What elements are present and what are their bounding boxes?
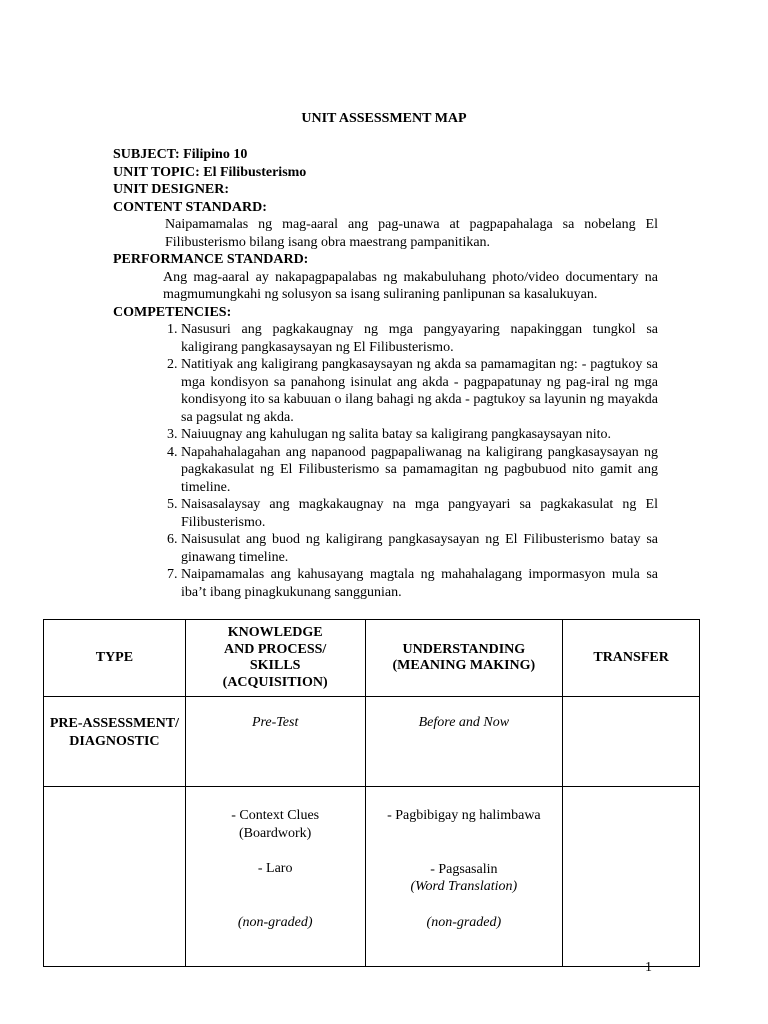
list-item: 1. Nasusuri ang pagkakaugnay ng mga pangyayaring napakinggan tungkol sa kaligirang pangkasaysayan ng El Filibusterismo. bbox=[181, 321, 658, 356]
header-type-label: TYPE bbox=[95, 649, 134, 665]
row-type-line: PRE-ASSESSMENT/ bbox=[49, 716, 179, 731]
table-row bbox=[44, 697, 700, 787]
header-transfer bbox=[563, 620, 700, 697]
page-title: UNIT ASSESSMENT MAP bbox=[301, 111, 467, 126]
content-standard-text: Naipamamalas ng mag-aaral ang pag-unawa at pagpapahalaga sa nobelang El Filibusterismo bilang isang obra maestrang pampanitikan. bbox=[165, 217, 658, 250]
understanding-item-sub: (Word Translation) bbox=[410, 879, 518, 894]
row-type-cell bbox=[44, 787, 186, 967]
knowledge-note: (non-graded) bbox=[237, 914, 313, 930]
list-item: 2. Natitiyak ang kaligirang pangkasaysayan ng akda sa pamamagitan ng: - pagtukoy sa mga kondisyon sa panahong isinulat ang akda - pagpapatunay ng pag-iral ng mga kondisyong ito sa kabuuan o ilang bahagi ng akda - pagtukoy sa layunin ng mayakda sa pagsulat ng akda. bbox=[181, 356, 658, 426]
header-knowledge bbox=[185, 620, 365, 697]
row-understanding-cell bbox=[365, 787, 563, 967]
header-knowledge-line: (ACQUISITION) bbox=[222, 674, 328, 690]
header-knowledge-line: SKILLS bbox=[249, 658, 301, 673]
row-understanding-cell: Before and Now bbox=[365, 697, 563, 787]
row-type-cell bbox=[44, 697, 186, 787]
content-standard-label: CONTENT STANDARD: bbox=[113, 199, 267, 215]
page-number: 1 bbox=[645, 960, 652, 975]
unit-topic-line: UNIT TOPIC: El Filibusterismo bbox=[113, 164, 307, 180]
header-understanding-line: (MEANING MAKING) bbox=[392, 658, 536, 673]
list-item: 5. Naisasalaysay ang magkakaugnay na mga pangyayari sa pagkakasulat ng El Filibusterismo. bbox=[181, 496, 658, 531]
table-header-row bbox=[44, 620, 700, 697]
header-knowledge-line: KNOWLEDGE bbox=[227, 625, 323, 640]
header-knowledge-line: AND PROCESS/ bbox=[224, 641, 327, 657]
list-item: 4. Napahahalagahan ang napanood pagpapaliwanag na kaligirang pangkasaysayan ng pagkakasulat ng El Filibusterismo sa pamamagitan ng pagbubuod nito gamit ang timeline. bbox=[181, 444, 658, 497]
row-knowledge-cell bbox=[185, 787, 365, 967]
knowledge-item: - Context Clues bbox=[231, 808, 320, 823]
unit-details bbox=[113, 146, 658, 601]
understanding-item: - Pagbibigay ng halimbawa bbox=[387, 808, 541, 823]
row-knowledge-cell: Pre-Test bbox=[185, 697, 365, 787]
row-transfer-cell bbox=[563, 697, 700, 787]
performance-standard-label: PERFORMANCE STANDARD: bbox=[113, 252, 309, 267]
understanding-note: (non-graded) bbox=[426, 914, 502, 930]
list-item: 3. Naiuugnay ang kahulugan ng salita batay sa kaligirang pangkasaysayan nito. bbox=[181, 426, 658, 444]
list-item: 7. Naipamamalas ang kahusayang magtala ng mahahalagang impormasyon mula sa iba’t ibang pinagkukunang sanggunian. bbox=[181, 566, 658, 601]
header-understanding-line: UNDERSTANDING bbox=[402, 641, 526, 657]
header-type bbox=[44, 620, 186, 697]
performance-standard-text: Ang mag-aaral ay nakapagpapalabas ng makabuluhang photo/video documentary na magmumungkahi ng solusyon sa isang suliraning panlipunan sa kasalukuyan. bbox=[163, 269, 658, 302]
header-transfer-label: TRANSFER bbox=[593, 649, 669, 665]
knowledge-item-sub: (Boardwork) bbox=[239, 825, 312, 841]
row-type-line: DIAGNOSTIC bbox=[69, 733, 160, 749]
table-row bbox=[44, 787, 700, 967]
understanding-item: - Pagsasalin bbox=[430, 861, 498, 877]
subject-line: SUBJECT: Filipino 10 bbox=[113, 147, 248, 162]
header-understanding bbox=[365, 620, 563, 697]
unit-designer-line: UNIT DESIGNER: bbox=[113, 182, 230, 197]
knowledge-item: - Laro bbox=[257, 861, 293, 876]
assessment-table bbox=[43, 619, 700, 967]
row-transfer-cell bbox=[563, 787, 700, 967]
list-item: 6. Naisusulat ang buod ng kaligirang pangkasaysayan ng El Filibusterismo batay sa ginawang timeline. bbox=[181, 531, 658, 566]
competencies-list bbox=[113, 321, 658, 601]
competencies-label: COMPETENCIES: bbox=[113, 304, 232, 320]
